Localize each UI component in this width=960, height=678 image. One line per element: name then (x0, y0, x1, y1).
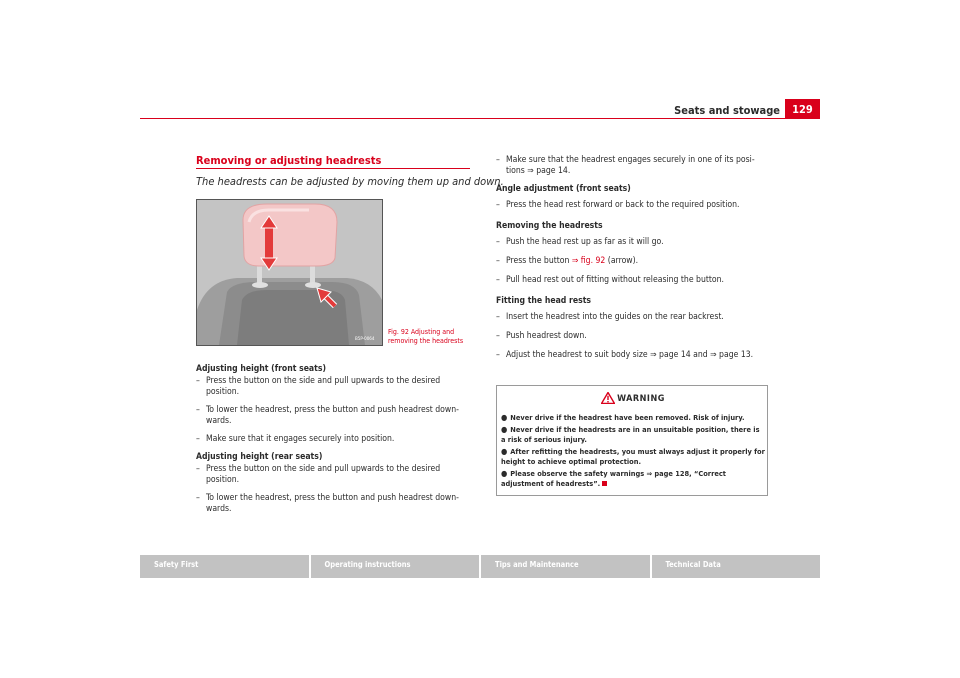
heading-rear-height: Adjusting height (rear seats) (196, 452, 323, 462)
list-item: – Press the button on the side and pull upwards to the desired position. (196, 464, 441, 485)
list-item: – Press the button ⇒ fig. 92 (arrow). (496, 256, 639, 266)
list-item: – Adjust the headrest to suit body size ⇒ page 14 and ⇒ page 13. (496, 350, 754, 360)
list-item: – To lower the headrest, press the button and push headrest down-wards. (196, 493, 459, 514)
right-column (496, 155, 772, 361)
warning-body (501, 413, 765, 489)
list-item: – Push the head rest up as far as it will go. (496, 237, 664, 247)
bullet-icon: ● (501, 447, 508, 456)
header-title: Seats and stowage (674, 104, 780, 117)
heading-removing: Removing the headrests (496, 221, 603, 231)
bullet-icon: ● (501, 425, 508, 434)
header-rule (140, 118, 820, 119)
warning-item: ● After refitting the headrests, you must always adjust it properly for height to achieve optimal protection. (501, 447, 765, 466)
page-number: 129 (785, 99, 820, 119)
warning-box (496, 385, 768, 496)
bullet-icon: ● (501, 469, 508, 478)
left-column (196, 364, 472, 515)
tab-tips-and-maintenance[interactable]: Tips and Maintenance (481, 555, 652, 578)
list-item: – Press the head rest forward or back to the required position. (496, 200, 740, 210)
list-item: – Press the button on the side and pull upwards to the desired position. (196, 376, 441, 397)
warning-item: ● Please observe the safety warnings ⇒ page 128, “Correct adjustment of headrests”. (501, 469, 726, 488)
end-mark-icon (602, 481, 607, 486)
list-item: – To lower the headrest, press the button and push headrest down-wards. (196, 405, 459, 426)
list-item: – Insert the headrest into the guides on the rear backrest. (496, 312, 724, 322)
warning-item: ● Never drive if the headrests are in an unsuitable position, there is a risk of serious injury. (501, 425, 760, 444)
list-item: – Make sure that it engages securely into position. (196, 434, 395, 444)
figure-caption: Fig. 92 Adjusting and removing the headrests (388, 328, 464, 345)
warning-item: ● Never drive if the headrest have been removed. Risk of injury. (501, 413, 745, 422)
section-title: Removing or adjusting headrests (196, 154, 382, 167)
warning-title: WARNING (617, 394, 665, 404)
headrest-illustration (197, 200, 382, 345)
heading-front-height: Adjusting height (front seats) (196, 364, 326, 374)
figure-code: B5P-0064 (355, 337, 375, 342)
section-rule (196, 168, 470, 169)
tab-operating-instructions[interactable]: Operating instructions (311, 555, 482, 578)
figure-reference-link[interactable]: ⇒ fig. 92 (571, 256, 606, 266)
list-item: – Make sure that the headrest engages securely in one of its posi-tions ⇒ page 14. (496, 155, 755, 176)
tab-safety-first[interactable]: Safety First (140, 555, 311, 578)
heading-angle: Angle adjustment (front seats) (496, 184, 631, 194)
figure-headrest (196, 199, 383, 346)
list-item: – Pull head rest out of fitting without releasing the button. (496, 275, 724, 285)
footer-nav (140, 555, 820, 578)
tab-technical-data[interactable]: Technical Data (652, 555, 821, 578)
heading-fitting: Fitting the head rests (496, 296, 591, 306)
section-lead: The headrests can be adjusted by moving them up and down. (196, 175, 504, 188)
bullet-icon: ● (501, 413, 508, 422)
list-item: – Push headrest down. (496, 331, 587, 341)
